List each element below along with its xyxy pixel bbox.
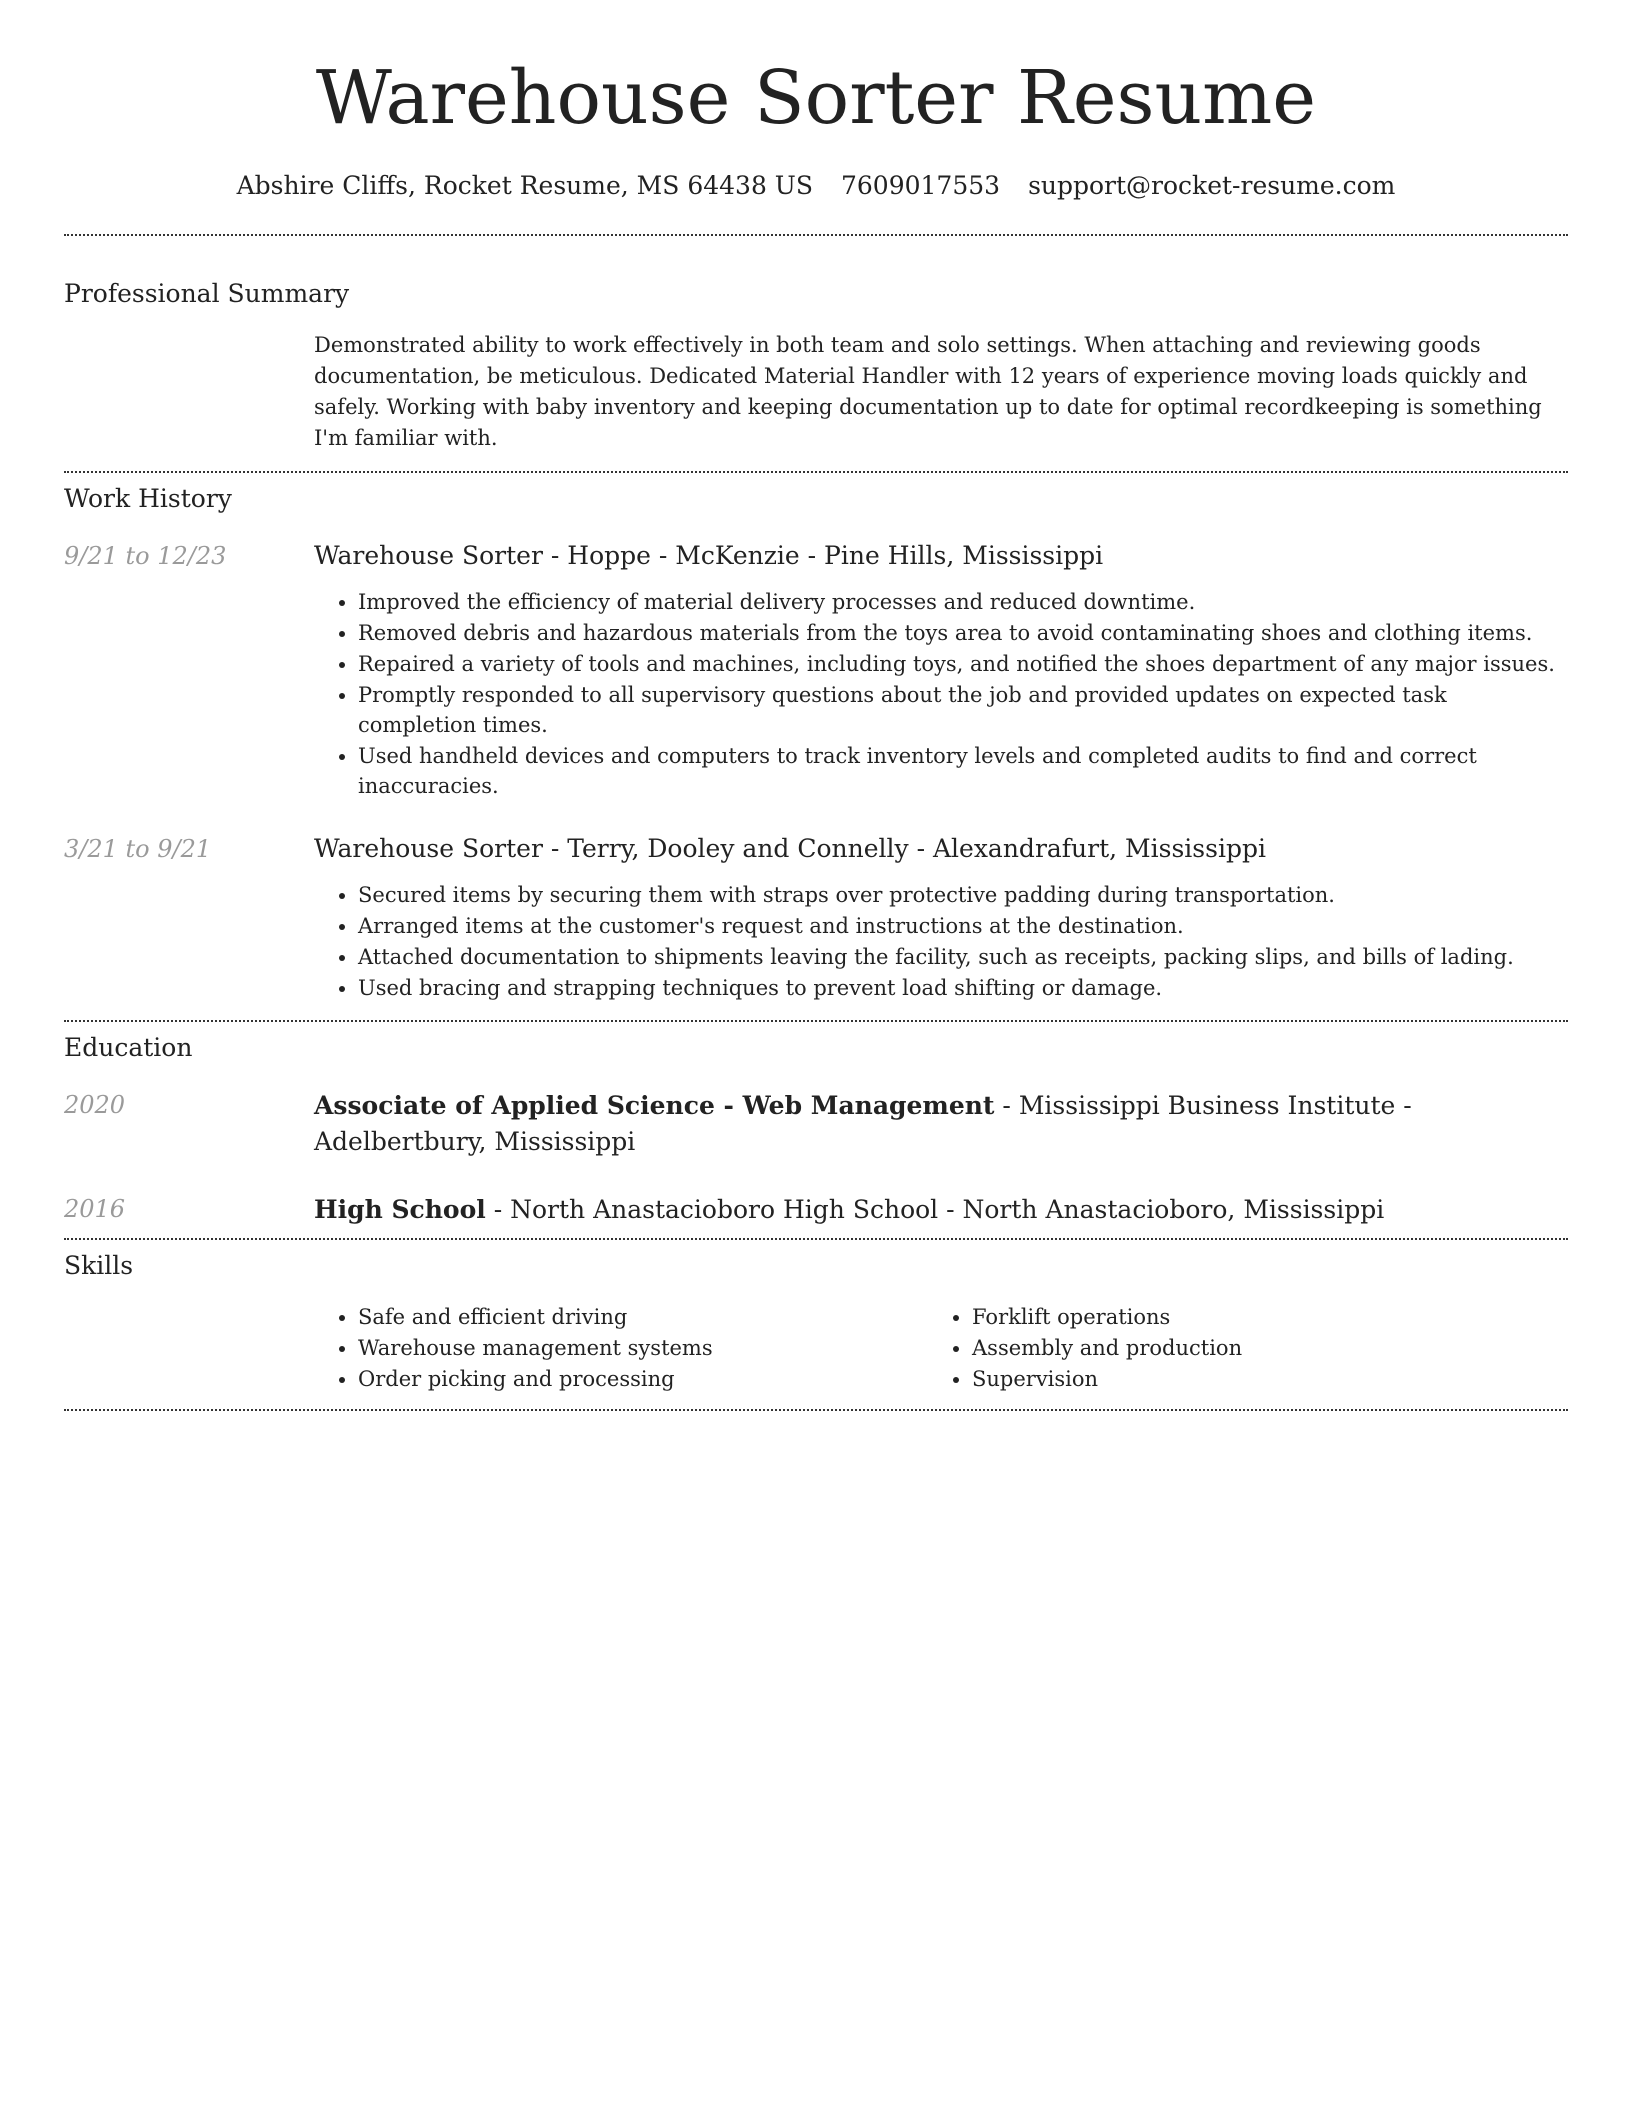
education-degree: High School [314,1195,486,1224]
job-bullet: • Arranged items at the customer's request and instructions at the destination. [358,911,1568,941]
skill-item: • Assembly and production [972,1333,1542,1364]
job-entry [64,832,1568,1004]
skills-list-right [928,1302,1542,1395]
skills-heading: Skills [64,1251,134,1280]
skill-item: • Forklift operations [972,1302,1542,1333]
job-bullet-list [314,880,1568,1003]
education-entry [64,1192,1568,1228]
work-history-section [64,473,1568,1004]
job-title-line [314,539,1568,573]
job-dates: 9/21 to 12/23 [64,542,227,570]
education-details: - North Anastacioboro High School - North Anastacioboro, Mississippi [485,1195,1385,1224]
job-bullet: • Used handheld devices and computers to track inventory levels and completed audits to find and correct inaccuracies. [358,741,1568,801]
job-dates: 3/21 to 9/21 [64,835,212,863]
job-entry [64,539,1568,802]
education-details: - Mississippi Business Institute - Adelbertbury, Mississippi [314,1091,1412,1156]
education-entry [64,1088,1568,1160]
job-title: Warehouse Sorter [314,541,543,570]
skill-item: • Warehouse management systems [358,1333,928,1364]
job-bullet-list [314,587,1568,801]
resume-page [64,0,1568,1411]
summary-heading: Professional Summary [64,279,350,308]
contact-address: Abshire Cliffs, Rocket Resume, MS 64438 US [236,171,813,200]
education-year: 2016 [64,1195,126,1223]
job-title: Warehouse Sorter [314,834,543,863]
resume-title: Warehouse Sorter Resume [315,55,1317,141]
skills-grid [314,1302,1568,1395]
contact-line [64,170,1568,202]
education-line [314,1192,1568,1228]
job-bullet: • Used bracing and strapping techniques to prevent load shifting or damage. [358,973,1568,1003]
education-year: 2020 [64,1091,126,1119]
job-title-line [314,832,1568,866]
job-bullet: • Promptly responded to all supervisory questions about the job and provided updates on expected task completion times. [358,680,1568,740]
skills-section [64,1240,1568,1395]
education-degree: Associate of Applied Science - Web Management [314,1091,995,1120]
job-bullet: • Attached documentation to shipments leaving the facility, such as receipts, packing slips, and bills of lading. [358,942,1568,972]
skills-list-left [314,1302,928,1395]
job-details: - Hoppe - McKenzie - Pine Hills, Mississippi [542,541,1104,570]
skill-item: • Supervision [972,1364,1542,1395]
skill-item: • Order picking and processing [358,1364,928,1395]
education-heading: Education [64,1033,193,1062]
job-details: - Terry, Dooley and Connelly - Alexandrafurt, Mississippi [542,834,1266,863]
skill-item: • Safe and efficient driving [358,1302,928,1333]
education-line [314,1088,1568,1160]
work-history-heading: Work History [64,484,232,513]
summary-text: Demonstrated ability to work effectively in both team and solo settings. When attaching and reviewing goods documentation, be meticulous. Dedicated Material Handler with 12 years of experience moving loads quickly and safely. Working with baby inventory and keeping documentation up to date for optimal recordkeeping is something I'm familiar with. [314,333,1542,450]
job-bullet: • Removed debris and hazardous materials from the toys area to avoid contaminating shoes and clothing items. [358,618,1568,648]
skills-divider [64,1409,1568,1411]
job-bullet: • Improved the efficiency of material delivery processes and reduced downtime. [358,587,1568,617]
job-bullet: • Secured items by securing them with straps over protective padding during transportation. [358,880,1568,910]
summary-section [64,236,1568,454]
job-bullet: • Repaired a variety of tools and machines, including toys, and notified the shoes department of any major issues. [358,649,1568,679]
contact-email: support@rocket-resume.com [1028,171,1396,200]
education-section [64,1022,1568,1228]
contact-phone: 7609017553 [841,171,1001,200]
